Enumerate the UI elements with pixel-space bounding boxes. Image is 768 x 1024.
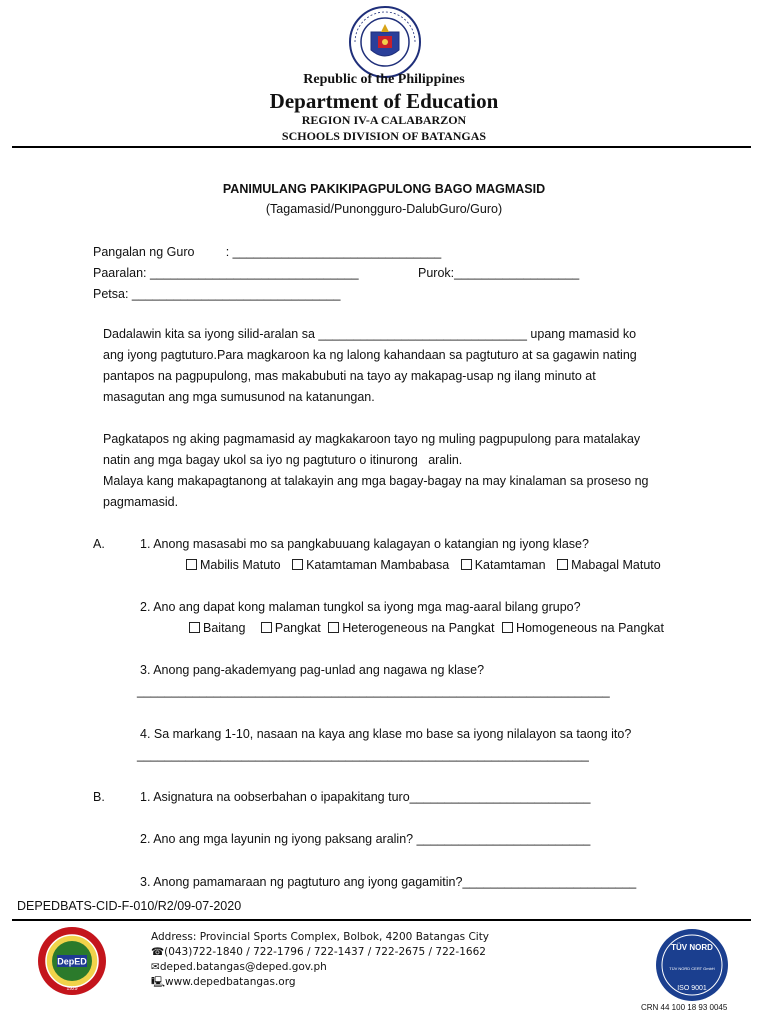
checkbox-icon bbox=[461, 559, 472, 570]
q1-options bbox=[186, 558, 661, 572]
email-row[interactable] bbox=[151, 960, 489, 975]
division-label: SCHOOLS DIVISION OF BATANGAS bbox=[281, 129, 487, 143]
question-b2[interactable]: 2. Ano ang mga layunin ng iyong paksang aralin? _________________________ bbox=[140, 832, 591, 846]
checkbox-icon bbox=[186, 559, 197, 570]
form-subtitle: (Tagamasid/Punongguro-DalubGuro/Guro) bbox=[265, 202, 503, 216]
paragraph-line: natin ang mga bagay ukol sa iyo ng pagtuturo o itinurong aralin. bbox=[103, 453, 463, 467]
option-katamtaman[interactable]: Katamtaman bbox=[461, 558, 546, 572]
republic-label: Republic of the Philippines bbox=[303, 72, 465, 87]
tuv-iso-badge bbox=[655, 928, 729, 1002]
email-text[interactable]: deped.batangas@deped.gov.ph bbox=[159, 961, 327, 973]
followup-paragraph bbox=[103, 429, 743, 513]
answer-line-a4[interactable]: _________________________________________________________________ bbox=[137, 748, 589, 762]
checkbox-icon bbox=[292, 559, 303, 570]
paragraph-line: ang iyong pagtuturo.Para magkaroon ka ng lalong kahandaan sa pagtuturo at sa gagawin nating bbox=[103, 348, 637, 362]
checkbox-icon bbox=[557, 559, 568, 570]
tuv-mid-text: TÜV NORD CERT GmbH bbox=[669, 966, 715, 971]
question-b3[interactable]: 3. Anong pamamaraan ng pagtuturo ang iyong gagamitin?_________________________ bbox=[140, 875, 637, 889]
tuv-top-text: TÜV NORD bbox=[671, 943, 713, 952]
option-katamtaman-mambabasa[interactable]: Katamtaman Mambabasa bbox=[292, 558, 449, 572]
address-text: Address: Provincial Sports Complex, Bolbok, 4200 Batangas City bbox=[151, 931, 490, 943]
question-b1[interactable]: 1. Asignatura na oobserbahan o ipapakitang turo__________________________ bbox=[140, 790, 591, 804]
phone-icon: ☎ bbox=[151, 946, 165, 958]
form-code: DEPEDBATS-CID-F-010/R2/09-07-2020 bbox=[17, 899, 242, 913]
option-baitang[interactable]: Baitang bbox=[189, 621, 245, 635]
option-homogeneous[interactable]: Homogeneous na Pangkat bbox=[502, 621, 664, 635]
paragraph-line: masagutan ang mga sumusunod na katanungan. bbox=[103, 390, 375, 404]
department-title: Department of Education bbox=[269, 89, 499, 113]
answer-line-a3[interactable]: ____________________________________________________________________ bbox=[137, 684, 610, 698]
section-b-letter: B. bbox=[93, 790, 105, 804]
question-a2: 2. Ano ang dapat kong malaman tungkol sa iyong mga mag-aaral bilang grupo? bbox=[140, 600, 581, 614]
logo-year: 1929 bbox=[66, 986, 78, 992]
checkbox-icon bbox=[502, 622, 513, 633]
region-label: REGION IV-A CALABARZON bbox=[301, 113, 467, 127]
paragraph-line: pagmamasid. bbox=[103, 495, 179, 509]
question-a1: 1. Anong masasabi mo sa pangkabuuang kalagayan o katangian ng iyong klase? bbox=[140, 537, 589, 551]
website-text[interactable]: www.depedbatangas.org bbox=[165, 976, 296, 988]
phone-row bbox=[151, 945, 489, 960]
question-a3: 3. Anong pang-akademyang pag-unlad ang nagawa ng klase? bbox=[140, 663, 485, 677]
q2-options bbox=[189, 621, 664, 635]
form-title: PANIMULANG PAKIKIPAGPULONG BAGO MAGMASID bbox=[222, 182, 546, 196]
field-petsa[interactable]: Petsa: ______________________________ bbox=[93, 287, 341, 301]
paragraph-line: Malaya kang makapagtanong at talakayin ang mga bagay-bagay na may kinalaman sa proseso ng bbox=[103, 474, 649, 488]
header-divider bbox=[12, 146, 751, 148]
option-mabilis-matuto[interactable]: Mabilis Matuto bbox=[186, 558, 281, 572]
footer-divider bbox=[12, 919, 751, 921]
field-paaralan[interactable]: Paaralan: ______________________________ bbox=[93, 266, 359, 280]
checkbox-icon bbox=[189, 622, 200, 633]
crn-number: CRN 44 100 18 93 0045 bbox=[641, 1003, 728, 1012]
paragraph-line: pantapos na pagpupulong, mas makabubuti na tayo ay makapag-usap ng ilang minuto at bbox=[103, 369, 596, 383]
field-purok[interactable]: Purok:__________________ bbox=[418, 266, 580, 280]
option-mabagal-matuto[interactable]: Mabagal Matuto bbox=[557, 558, 661, 572]
paragraph-line: Dadalawin kita sa iyong silid-aralan sa ______________________________ upang mamasid ko bbox=[103, 327, 637, 341]
checkbox-icon bbox=[261, 622, 272, 633]
website-row[interactable] bbox=[151, 975, 489, 990]
tuv-bottom-text: ISO 9001 bbox=[677, 985, 707, 992]
field-pangalan-ng-guro[interactable]: Pangalan ng Guro : ______________________________ bbox=[93, 245, 442, 259]
envelope-icon: ✉ bbox=[151, 961, 160, 973]
paragraph-line: Pagkatapos ng aking pagmamasid ay magkakaroon tayo ng muling pagpupulong para matalakay bbox=[103, 432, 641, 446]
phone-text: (043)722-1840 / 722-1796 / 722-1437 / 722-2675 / 722-1662 bbox=[164, 946, 486, 958]
checkbox-icon bbox=[328, 622, 339, 633]
computer-icon: 🖳 bbox=[151, 976, 166, 988]
deped-batangas-logo bbox=[37, 926, 107, 996]
contact-block bbox=[151, 930, 489, 990]
deped-seal bbox=[349, 6, 421, 78]
option-heterogeneous[interactable]: Heterogeneous na Pangkat bbox=[328, 621, 494, 635]
section-a-letter: A. bbox=[93, 537, 105, 551]
question-a4: 4. Sa markang 1-10, nasaan na kaya ang klase mo base sa iyong nilalayon sa taong ito? bbox=[140, 727, 632, 741]
option-pangkat[interactable]: Pangkat bbox=[261, 621, 321, 635]
logo-text: DepED bbox=[57, 956, 87, 967]
intro-paragraph bbox=[103, 324, 743, 408]
